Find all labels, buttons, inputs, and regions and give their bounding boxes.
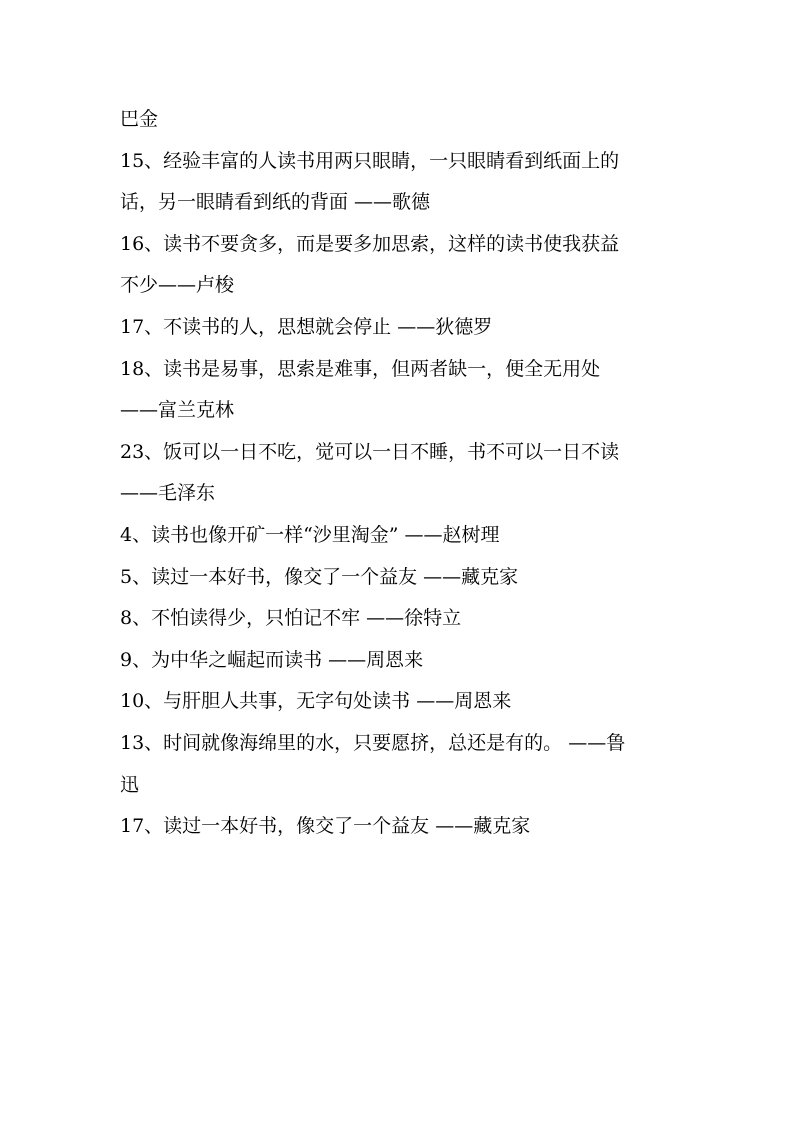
text-line: 4、读书也像开矿一样“沙里淘金” ——赵树理 (120, 523, 500, 546)
text-line: 17、读过一本好书，像交了一个益友 ——藏克家 (120, 815, 531, 838)
text-line: 16、读书不要贪多，而是要多加思索，这样的读书使我获益 (120, 232, 620, 255)
text-line: 8、不怕读得少，只怕记不牢 ——徐特立 (120, 607, 462, 630)
text-line: 迅 (120, 773, 140, 796)
text-line: ——毛泽东 (120, 482, 216, 505)
text-line: ——富兰克林 (120, 399, 235, 422)
text-line: 话，另一眼睛看到纸的背面 ——歌德 (120, 191, 431, 214)
quote-text-block (120, 99, 680, 848)
text-line: 13、时间就像海绵里的水，只要愿挤，总还是有的。 ——鲁 (120, 731, 626, 754)
text-line: 17、不读书的人，思想就会停止 ——狄德罗 (120, 315, 493, 338)
text-line: 10、与肝胆人共事，无字句处读书 ——周恩来 (120, 690, 512, 713)
text-line: 巴金 (120, 108, 159, 130)
text-line: 不少——卢梭 (120, 274, 235, 297)
text-line: 5、读过一本好书，像交了一个益友 ——藏克家 (120, 565, 519, 588)
text-line: 15、经验丰富的人读书用两只眼睛，一只眼睛看到纸面上的 (120, 149, 620, 172)
text-line: 18、读书是易事，思索是难事，但两者缺一，便全无用处 (120, 357, 601, 380)
text-line: 23、饭可以一日不吃，觉可以一日不睡，书不可以一日不读 (120, 440, 620, 463)
text-line: 9、为中华之崛起而读书 ——周恩来 (120, 648, 424, 671)
